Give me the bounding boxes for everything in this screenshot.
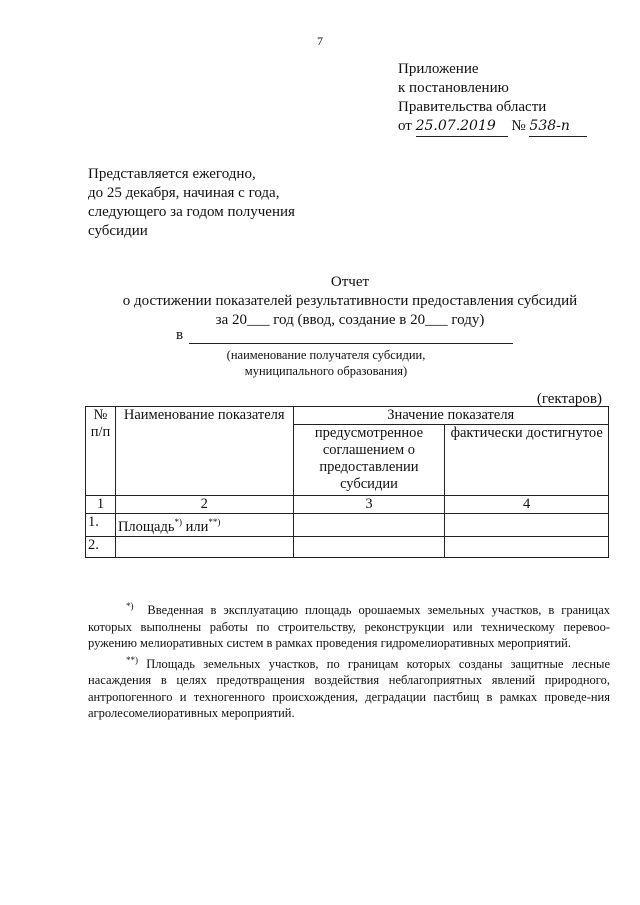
title-line-1: Отчет [330,274,370,290]
header-no: № п/п [86,407,116,496]
appendix-header [398,60,587,137]
index-cell: 1 [86,496,116,514]
row-name-text: Площадь [117,518,175,535]
number-prefix: № [511,118,526,134]
recipient-prefix: в [176,327,184,343]
header-name: Наименование показателя [115,407,293,496]
submission-note-line-4: субсидии [88,223,148,239]
report-title [90,273,610,330]
submission-note-line-1: Представляется ежегодно, [88,166,256,182]
appendix-line-2: к постановлению [398,80,509,96]
footnote-2 [88,652,610,722]
title-line-2: о достижении показателей результативности предоставления субсидий [122,293,578,309]
index-cell: 2 [115,496,293,514]
table-index-row [86,496,609,514]
footnote-ref-2: **) [208,517,221,527]
recipient-caption-1: (наименование получателя субсидии, [226,348,426,362]
footnote-1-text: Введенная в эксплуатацию площадь орошаемых земельных участков, в границах которых выполнены работы по строительству, реконструкции или техническому перевоо-ружению мелиоративных систем в рамках проведения гидромелиоративных мероприятий. [88,603,611,651]
table-row [86,514,609,537]
row-no: 2. [86,536,116,557]
index-cell: 3 [293,496,445,514]
header-planned: предусмотренное соглашением о предоставлении субсидии [293,425,445,496]
handwritten-number: 538-п [529,117,587,137]
date-prefix: от [398,118,412,134]
row-actual-value[interactable] [445,514,609,537]
row-name-or: или [182,518,209,535]
row-planned-value[interactable] [293,536,445,557]
row-actual-value[interactable] [445,536,609,557]
footnote-ref-1: *) [174,517,182,527]
title-line-3: за 20___ год (ввод, создание в 20___ году) [215,312,485,328]
recipient-blank[interactable] [189,330,513,344]
submission-note-line-3: следующего за годом получения [88,204,295,220]
appendix-date-number [398,117,587,137]
units-label: (гектаров) [536,391,602,407]
header-value: Значение показателя [293,407,608,425]
recipient-line [176,327,513,344]
index-cell: 4 [445,496,609,514]
appendix-line-3: Правительства области [398,99,547,115]
footnote-2-text: Площадь земельных участков, по границам которых созданы защитные лесные насаждения в целях предотвращения воздействия неблагоприятных явлений природного, антропогенного и техногенного происхождения, деградации пастбищ в рамках проведе-ния агролесомелиоративных мероприятий. [88,656,611,721]
row-no: 1. [86,514,116,537]
table-header-row [86,407,609,425]
row-name [115,514,293,537]
submission-note [88,165,295,241]
row-name [115,536,293,557]
recipient-caption [196,347,456,379]
footnote-1 [88,598,610,652]
footnote-1-mark: *) [126,601,134,611]
footnotes [88,598,610,722]
footnote-2-mark: **) [126,654,138,665]
page-number: 7 [317,34,323,48]
report-table [85,406,609,558]
table-row [86,536,609,557]
row-planned-value[interactable] [293,514,445,537]
submission-note-line-2: до 25 декабря, начиная с года, [88,185,280,201]
handwritten-date: 25.07.2019 [416,117,508,137]
appendix-line-1: Приложение [398,61,479,77]
header-actual: фактически достигнутое [445,425,609,496]
recipient-caption-2: муниципального образования) [244,364,408,378]
